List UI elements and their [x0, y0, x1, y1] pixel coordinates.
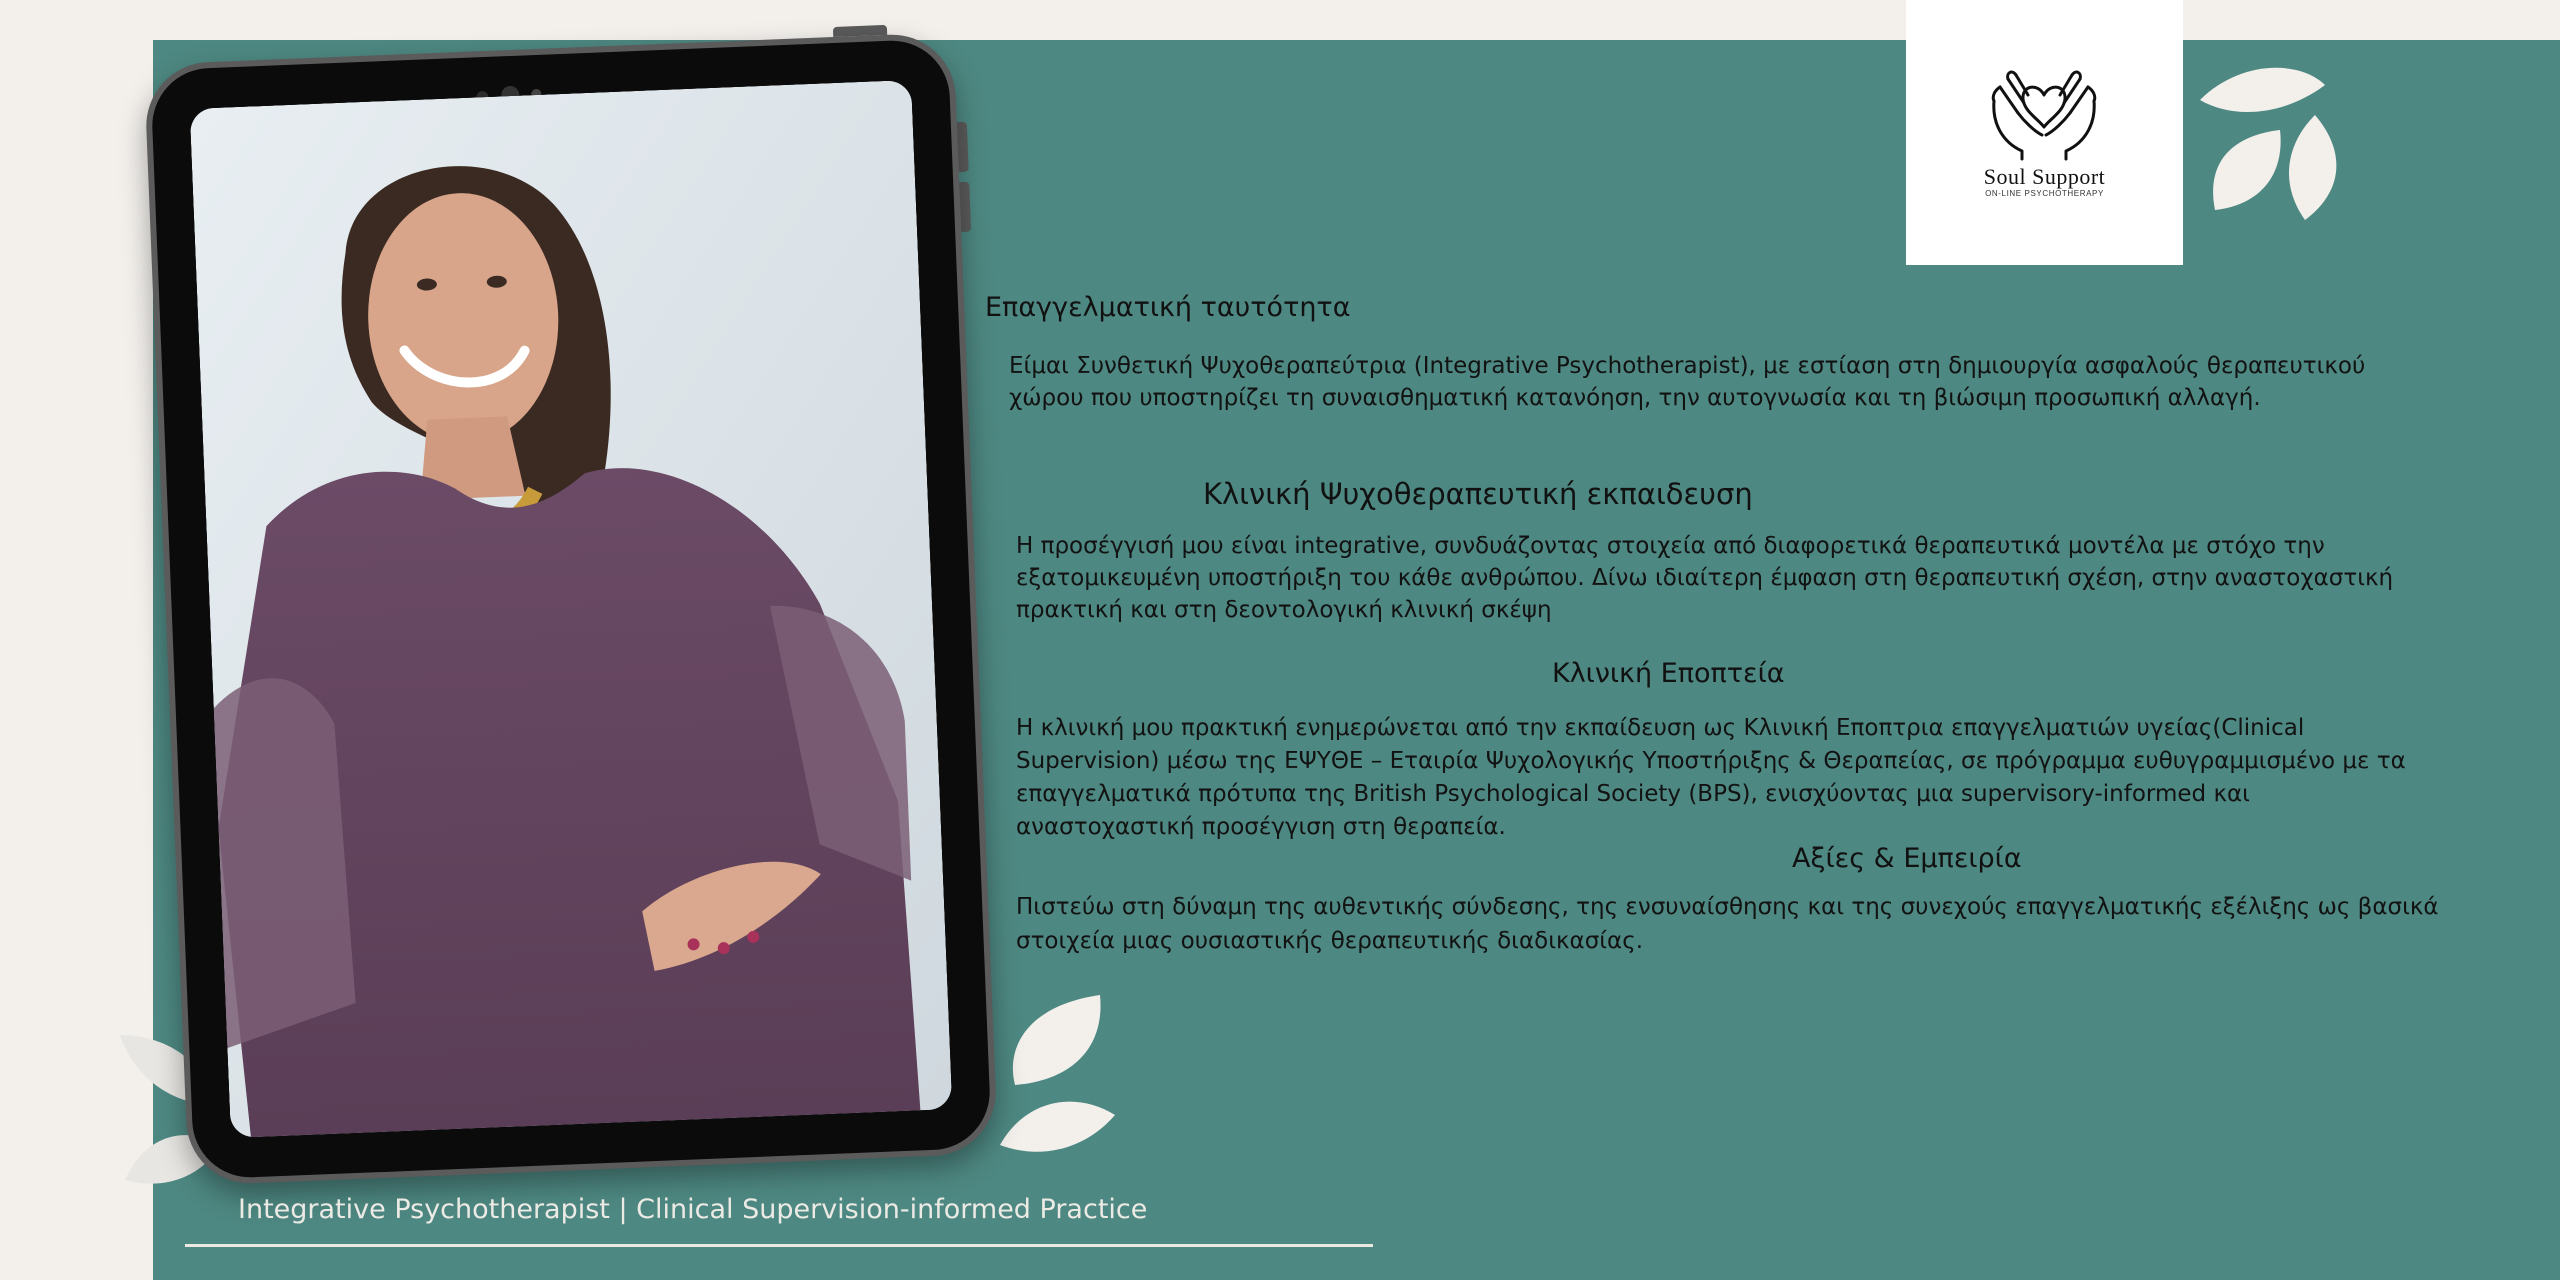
text-line: Είμαι Συνθετική Ψυχοθεραπεύτρια (Integrative Psychotherapist), με εστίαση στη δημιουργία ασφαλούς θεραπευτικού — [1009, 353, 2366, 379]
supervision-text — [1016, 712, 2406, 844]
training-text — [1016, 530, 2393, 626]
text-line: αναστοχαστική προσέγγιση στη θεραπεία. — [1016, 814, 1506, 840]
text-line: πρακτική και στη δεοντολογική κλινική σκέψη — [1016, 597, 1552, 623]
brand-tagline: ON-LINE PSYCHOTHERAPY — [1985, 189, 2104, 198]
text-line: Πιστεύω στη δύναμη της αυθεντικής σύνδεσης, της ενσυναίσθησης και της συνεχούς επαγγελματικής εξέλιξης ως βασικά — [1016, 894, 2439, 920]
brand-name: Soul Support — [1983, 164, 2106, 189]
values-text — [1016, 890, 2439, 958]
text-line: Supervision) μέσω της ΕΨΥΘΕ – Εταιρία Ψυχολογικής Υποστήριξης & Θεραπείας, σε πρόγραμμα ευθυγραμμισμένο με τα — [1016, 748, 2406, 774]
tablet-screen — [190, 80, 953, 1138]
leaf-shape — [1013, 995, 1101, 1085]
leaf-cluster-bottom-tablet — [1000, 990, 1120, 1160]
identity-text — [1009, 350, 2365, 414]
tablet-frame — [144, 32, 998, 1186]
footer-divider — [185, 1244, 1373, 1247]
text-line: εξατομικευμένη υποστήριξη του κάθε ανθρώπου. Δίνω ιδιαίτερη έμφαση στη θεραπευτική σχέση, στην αναστοχαστική — [1016, 565, 2394, 591]
values-heading: Αξίες & Εμπειρία — [1792, 843, 2022, 874]
leaf-cluster-top-right — [2190, 60, 2360, 230]
text-line: χώρου που υποστηρίζει τη συναισθηματική κατανόηση, την αυτογνωσία και τη βιώσιμη προσωπική αλλαγή. — [1009, 385, 2261, 411]
leaf-shape — [1000, 1102, 1115, 1152]
tablet-side-button — [957, 122, 969, 172]
text-line: στοιχεία μιας ουσιαστικής θεραπευτικής διαδικασίας. — [1016, 928, 1644, 954]
tablet-side-button — [959, 182, 971, 232]
leaf-shape — [2213, 130, 2281, 210]
text-line: επαγγελματικά πρότυπα της British Psychological Society (BPS), ενισχύοντας μια supervisory-informed και — [1016, 781, 2250, 807]
leaf-shape — [2289, 115, 2336, 220]
text-line: Η κλινική μου πρακτική ενημερώνεται από την εκπαίδευση ως Κλινική Εποπτρια επαγγελματιών υγείας(Clinical — [1016, 715, 2305, 741]
supervision-heading: Κλινική Εποπτεία — [1552, 658, 1785, 689]
logo-box[interactable] — [1906, 0, 2183, 265]
portrait-photo-icon — [190, 80, 953, 1138]
identity-heading: Επαγγελματική ταυτότητα — [985, 292, 1351, 323]
text-line: Η προσέγγισή μου είναι integrative, συνδυάζοντας στοιχεία από διαφορετικά θεραπευτικά μοντέλα με στόχο την — [1016, 533, 2325, 559]
footer-tagline: Integrative Psychotherapist | Clinical Supervision-informed Practice — [238, 1194, 1148, 1225]
training-heading: Κλινική Ψυχοθεραπευτική εκπαιδευση — [1203, 477, 1753, 511]
leaf-shape — [2200, 68, 2325, 112]
hands-heart-icon — [1986, 55, 2102, 161]
tablet-device — [144, 32, 998, 1186]
